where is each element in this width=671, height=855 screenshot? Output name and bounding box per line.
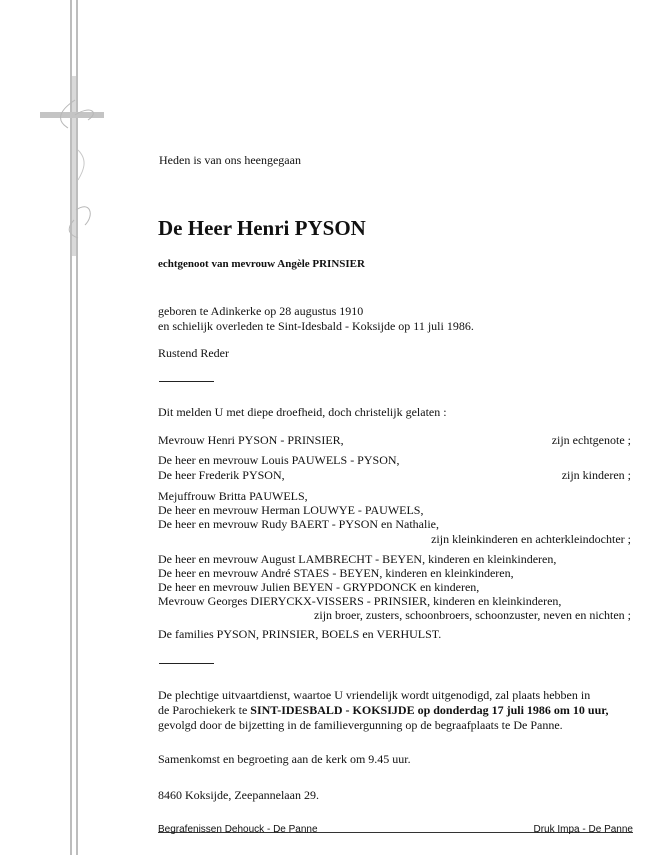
- family-sibling-2: De heer en mevrouw André STAES - BEYEN, kinderen en kleinkinderen,: [158, 566, 514, 580]
- family-families: De families PYSON, PRINSIER, BOELS en VERHULST.: [158, 627, 442, 641]
- footer-printer: Druk Impa - De Panne: [533, 824, 633, 835]
- family-sibling-4: Mevrouw Georges DIERYCKX-VISSERS - PRINSIER, kinderen en kleinkinderen,: [158, 594, 562, 608]
- deceased-name: De Heer Henri PYSON: [158, 216, 366, 240]
- address-line: 8460 Koksijde, Zeepannelaan 29.: [158, 788, 319, 802]
- service-line-2: de Parochiekerk te SINT-IDESBALD - KOKSIJDE op donderdag 17 juli 1986 om 10 uur,: [158, 703, 609, 717]
- family-widow: Mevrouw Henri PYSON - PRINSIER,: [158, 433, 344, 447]
- family-sibling-1: De heer en mevrouw August LAMBRECHT - BEYEN, kinderen en kleinkinderen,: [158, 552, 557, 566]
- service-line-3: gevolgd door de bijzetting in de familievergunning op de begraafplaats te De Panne.: [158, 718, 563, 732]
- announcement-line: Dit melden U met diepe droefheid, doch christelijk gelaten :: [158, 405, 447, 419]
- service-line-1: De plechtige uitvaartdienst, waartoe U vriendelijk wordt uitgenodigd, zal plaats hebben in: [158, 688, 591, 702]
- family-grandchildren-relation: zijn kleinkinderen en achterkleindochter ;: [431, 532, 631, 546]
- divider: [159, 663, 214, 664]
- family-grandchild-3: De heer en mevrouw Rudy BAERT - PYSON en Nathalie,: [158, 517, 440, 531]
- family-grandchild-2: De heer en mevrouw Herman LOUWYE - PAUWELS,: [158, 503, 424, 517]
- divider: [159, 381, 214, 382]
- death-line: en schielijk overleden te Sint-Idesbald - Koksijde op 11 juli 1986.: [158, 319, 474, 333]
- spouse-line: echtgenoot van mevrouw Angèle PRINSIER: [158, 258, 365, 270]
- occupation-line: Rustend Reder: [158, 346, 229, 360]
- footer-undertaker: Begrafenissen Dehouck - De Panne: [158, 824, 318, 835]
- gathering-line: Samenkomst en begroeting aan de kerk om 9.45 uur.: [158, 752, 411, 766]
- family-widow-relation: zijn echtgenote ;: [551, 433, 631, 447]
- birth-line: geboren te Adinkerke op 28 augustus 1910: [158, 304, 364, 318]
- family-children-relation: zijn kinderen ;: [561, 468, 631, 482]
- vine-ornament-icon: [40, 90, 110, 240]
- family-grandchild-1: Mejuffrouw Britta PAUWELS,: [158, 489, 308, 503]
- family-child-1: De heer en mevrouw Louis PAUWELS - PYSON,: [158, 453, 400, 467]
- family-child-2: De heer Frederik PYSON,: [158, 468, 285, 482]
- family-sibling-3: De heer en mevrouw Julien BEYEN - GRYPDONCK en kinderen,: [158, 580, 480, 594]
- intro-text: Heden is van ons heengegaan: [159, 153, 301, 167]
- family-siblings-relation: zijn broer, zusters, schoonbroers, schoonzuster, neven en nichten ;: [314, 608, 631, 622]
